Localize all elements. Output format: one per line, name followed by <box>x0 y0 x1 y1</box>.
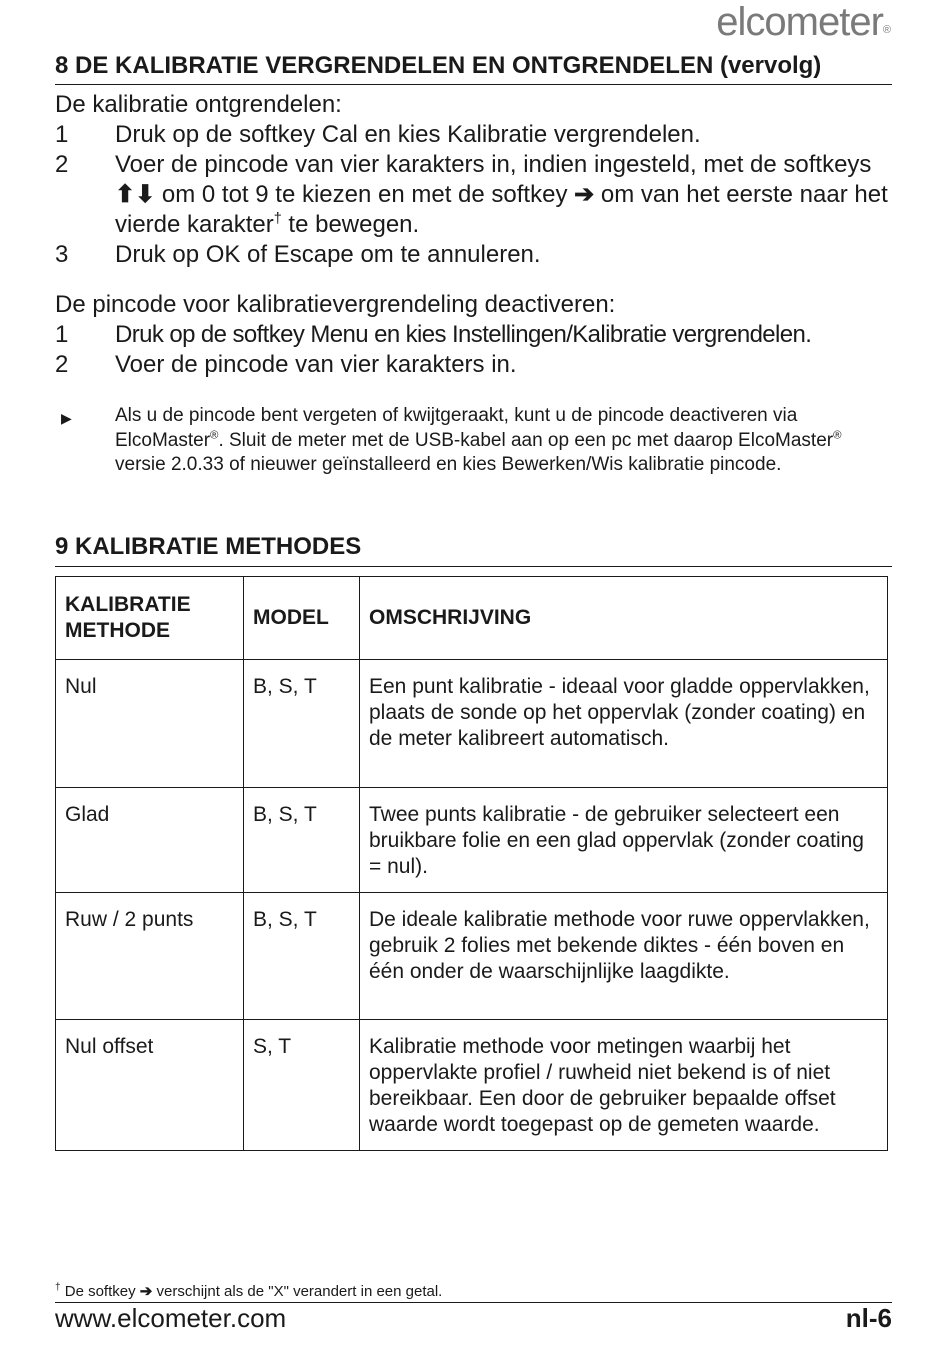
table-row <box>56 788 888 893</box>
page-number: nl-6 <box>845 1303 892 1333</box>
note-text-part: Als u de pincode bent vergeten of kwijtgeraakt, kunt u de pincode deactiveren via ElcoMaster <box>115 405 798 451</box>
elcometer-logo <box>716 0 890 45</box>
note-bullet-icon: ▶ <box>61 410 72 426</box>
table-header-row <box>56 577 888 660</box>
up-down-arrow-icon: ⬆⬇ <box>115 181 156 208</box>
step-text: om 0 tot 9 te kiezen en met de softkey <box>161 181 568 208</box>
note-block <box>55 404 895 478</box>
dagger-footnote-mark: † <box>55 1282 61 1293</box>
deactivate-heading: De pincode voor kalibratievergrendeling deactiveren: <box>55 291 616 318</box>
step-text: Voer de pincode van vier karakters in, indien ingesteld, met de softkeys <box>115 151 872 178</box>
cell-method: Nul <box>56 660 244 788</box>
cell-model: B, S, T <box>244 893 360 1020</box>
right-arrow-icon: ➔ <box>574 181 595 208</box>
note-text-part: versie 2.0.33 of nieuwer geïnstalleerd en kies Bewerken/Wis kalibratie pincode. <box>115 454 782 475</box>
section-8-title: 8 DE KALIBRATIE VERGRENDELEN EN ONTGRENDELEN (vervolg) <box>55 52 892 85</box>
footnote <box>55 1282 892 1303</box>
step-text: om van het eerste naar het vierde karakter <box>115 181 888 238</box>
registered-mark: ® <box>833 429 842 442</box>
step-text: Druk op OK of Escape om te annuleren. <box>115 241 541 268</box>
step-number: 3 <box>55 241 69 268</box>
cell-description: De ideale kalibratie methode voor ruwe oppervlakken, gebruik 2 folies met bekende diktes - één boven en één onder de waarschijnlijke laagdikte. <box>360 893 888 1020</box>
step-text: Voer de pincode van vier karakters in. <box>115 351 517 378</box>
step-number: 2 <box>55 351 69 378</box>
section-9-title: 9 KALIBRATIE METHODES <box>55 533 892 567</box>
step-text: Druk op de softkey Cal en kies Kalibratie vergrendelen. <box>115 121 701 148</box>
unlock-step-3 <box>55 240 895 270</box>
cell-description: Kalibratie methode voor metingen waarbij het oppervlakte profiel / ruwheid niet bekend is of niet bereikbaar. Een door de gebruiker bepaalde offset waarde wordt toegepast op de gemeten waarde. <box>360 1020 888 1151</box>
cell-method: Ruw / 2 punts <box>56 893 244 1020</box>
logo-registered-mark: ® <box>882 24 890 36</box>
note-text <box>55 404 895 478</box>
unlock-step-1 <box>55 120 895 150</box>
step-number: 1 <box>55 321 69 348</box>
note-text-part: . Sluit de meter met de USB-kabel aan op een pc met daarop ElcoMaster <box>218 429 834 451</box>
calibration-methods-table <box>55 576 888 1151</box>
cell-description: Twee punts kalibratie - de gebruiker selecteert een bruikbare folie en een glad oppervlak (zonder coating = nul). <box>360 788 888 893</box>
deactivate-step-1 <box>55 320 895 350</box>
logo-text: elcometer <box>716 0 883 44</box>
deactivate-section <box>55 290 895 380</box>
step-number: 1 <box>55 121 69 148</box>
footer-website-link[interactable]: www.elcometer.com <box>55 1303 287 1333</box>
dagger-footnote-mark: † <box>273 211 282 227</box>
column-header-model: MODEL <box>244 577 360 660</box>
unlock-step-2 <box>55 150 895 240</box>
cell-model: B, S, T <box>244 788 360 893</box>
column-header-method: KALIBRATIE METHODE <box>56 577 244 660</box>
right-arrow-icon: ➔ <box>139 1283 153 1300</box>
cell-method: Glad <box>56 788 244 893</box>
cell-method: Nul offset <box>56 1020 244 1151</box>
step-text: te bewegen. <box>288 211 420 238</box>
unlock-heading: De kalibratie ontgrendelen: <box>55 91 342 118</box>
column-header-description: OMSCHRIJVING <box>360 577 888 660</box>
step-text: Druk op de softkey Menu en kies Instellingen/Kalibratie vergrendelen. <box>115 321 812 348</box>
step-number: 2 <box>55 151 69 178</box>
registered-mark: ® <box>210 429 219 442</box>
table-row <box>56 660 888 788</box>
table-row <box>56 1020 888 1151</box>
unlock-section <box>55 90 895 270</box>
cell-model: S, T <box>244 1020 360 1151</box>
footnote-text: verschijnt als de "X" verandert in een getal. <box>156 1283 443 1300</box>
table-row <box>56 893 888 1020</box>
footnote-text: De softkey <box>64 1283 136 1300</box>
cell-description: Een punt kalibratie - ideaal voor gladde oppervlakken, plaats de sonde op het oppervlak (zonder coating) en de meter kalibreert automatisch. <box>360 660 888 788</box>
deactivate-step-2 <box>55 350 895 380</box>
cell-model: B, S, T <box>244 660 360 788</box>
